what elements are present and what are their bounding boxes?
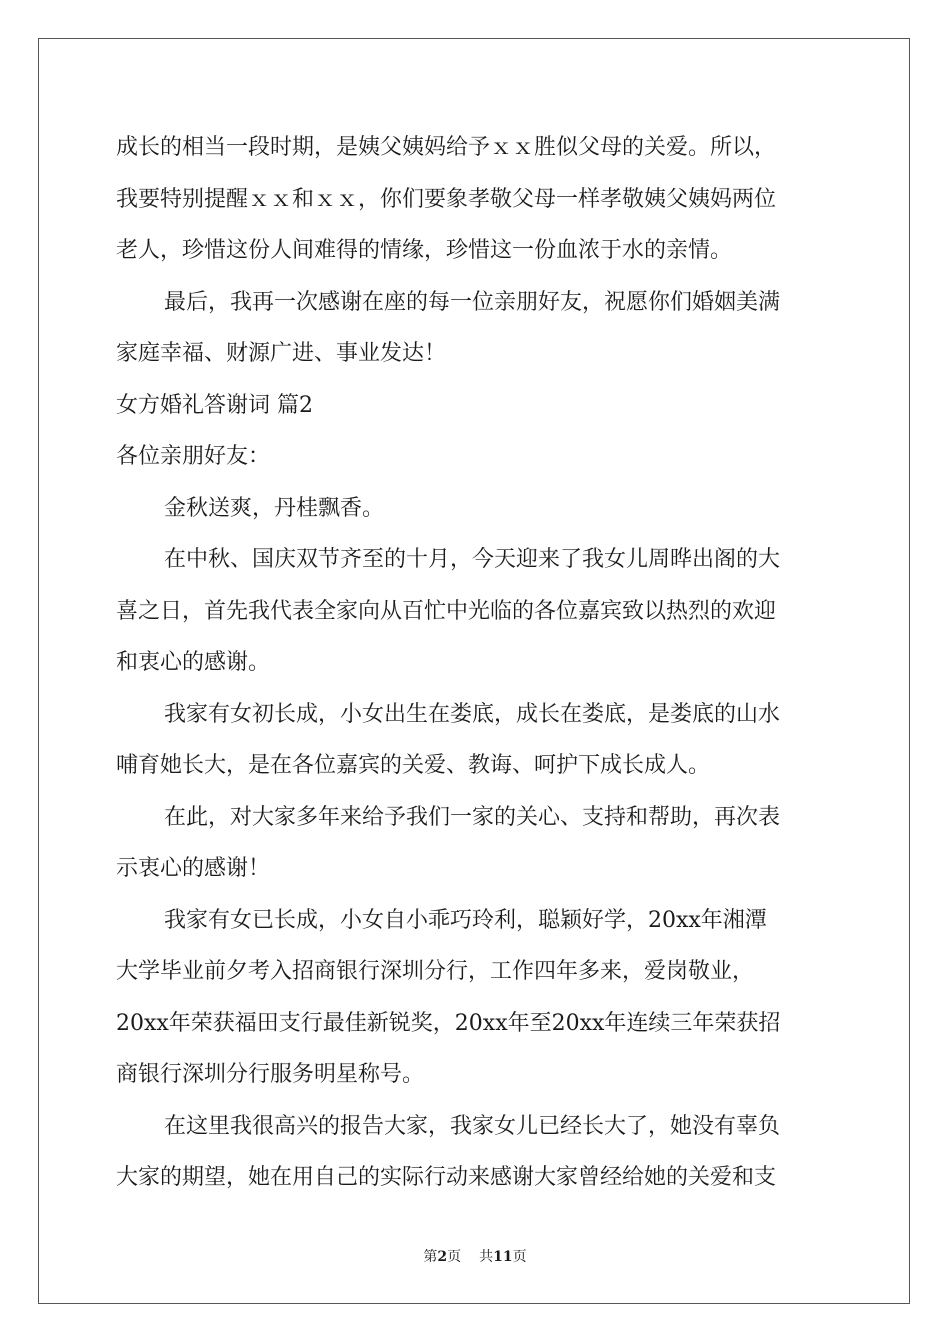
page-footer <box>0 1246 950 1266</box>
text-line: 商银行深圳分行服务明星称号。 <box>116 1062 425 1087</box>
text-line: 最后，我再一次感谢在座的每一位亲朋好友，祝愿你们婚姻美满 <box>164 289 781 315</box>
text-line: 各位亲朋好友： <box>116 444 271 469</box>
text-line: 20xx年荣获福田支行最佳新锐奖，20xx年至20xx年连续三年荣获招 <box>116 1010 781 1036</box>
footer-page-suffix: 页 <box>447 1249 462 1265</box>
footer-page-number: 2 <box>437 1249 448 1265</box>
text-line: 哺育她长大，是在各位嘉宾的关爱、教诲、呵护下成长成人。 <box>116 753 711 778</box>
text-line: 和衷心的感谢。 <box>116 650 271 675</box>
text-line: 家庭幸福、财源广进、事业发达！ <box>116 341 447 366</box>
text-line: 示衷心的感谢！ <box>116 856 271 881</box>
text-line: 我家有女初长成，小女出生在娄底，成长在娄底，是娄底的山水 <box>164 701 781 727</box>
text-line: 我家有女已长成，小女自小乖巧玲利，聪颖好学，20xx年湘潭 <box>164 907 767 933</box>
footer-total-prefix: 共 <box>479 1249 494 1265</box>
text-line: 在这里我很高兴的报告大家，我家女儿已经长大了，她没有辜负 <box>164 1113 781 1139</box>
footer-total-number: 11 <box>493 1249 513 1265</box>
footer-page-prefix: 第 <box>423 1249 438 1265</box>
text-line: 我要特别提醒ｘｘ和ｘｘ，你们要象孝敬父母一样孝敬姨父姨妈两位 <box>116 186 777 212</box>
text-line: 在此，对大家多年来给予我们一家的关心、支持和帮助，再次表 <box>164 804 781 830</box>
text-line: 金秋送爽，丹桂飘香。 <box>164 495 385 521</box>
text-line: 成长的相当一段时期，是姨父姨妈给予ｘｘ胜似父母的关爱。所以， <box>116 135 777 160</box>
document-body <box>116 122 836 1204</box>
text-line: 大家的期望，她在用自己的实际行动来感谢大家曾经给她的关爱和支 <box>116 1165 777 1190</box>
text-line: 大学毕业前夕考入招商银行深圳分行，工作四年多来，爱岗敬业， <box>116 959 755 984</box>
footer-total-suffix: 页 <box>512 1249 527 1265</box>
text-line: 老人，珍惜这份人间难得的情缘，珍惜这一份血浓于水的亲情。 <box>116 238 733 263</box>
text-line: 喜之日，首先我代表全家向从百忙中光临的各位嘉宾致以热烈的欢迎 <box>116 598 777 624</box>
text-line: 女方婚礼答谢词 篇2 <box>116 392 313 418</box>
text-line: 在中秋、国庆双节齐至的十月，今天迎来了我女儿周晔出阁的大 <box>164 547 781 572</box>
